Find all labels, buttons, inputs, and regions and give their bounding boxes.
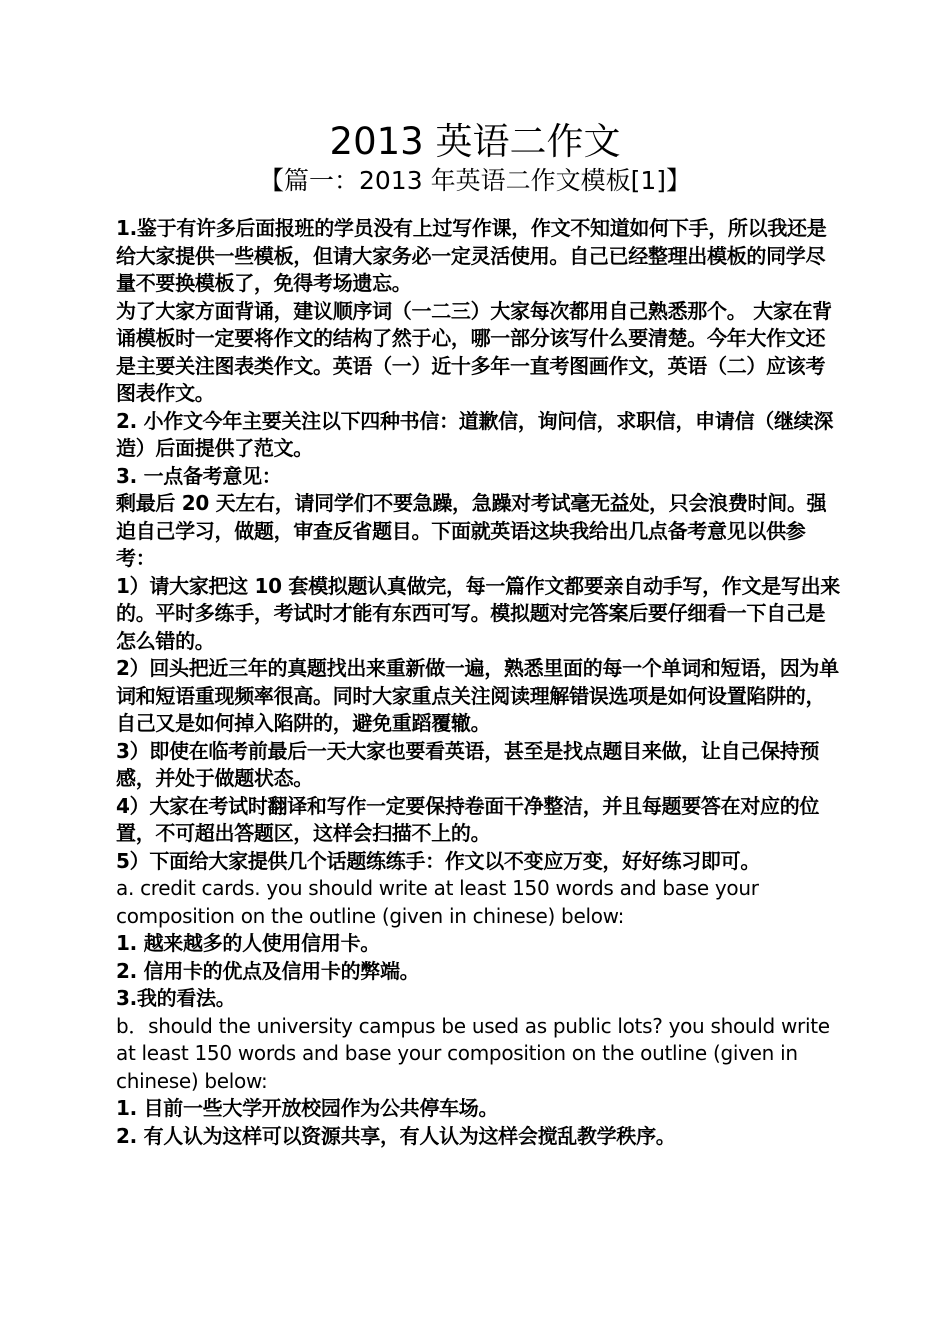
paragraph: 为了大家方面背诵，建议顺序词（一二三）大家每次都用自己熟悉那个。 大家在背诵模板时一定要将作文的结构了然于心，哪一部分该写什么要清楚。今年大作文还是主要关注图表类作文。英语（一）近十多年一直考图画作文，英语（二）应该考图表作文。 <box>116 298 832 405</box>
topic-a-prompt: a. credit cards. you should write at least 150 words and base your composition on the outline (given in chinese) below: <box>116 876 759 928</box>
topic-b-prompt: b．should the university campus be used as public lots? you should write at least 150 words and base your composition on the outline (given in chinese) below: <box>116 1013 830 1093</box>
paragraph: 3. 一点备考意见： <box>116 463 282 488</box>
paragraph: 2. 小作文今年主要关注以下四种书信：道歉信，询问信，求职信，申请信（继续深造）后面提供了范文。 <box>116 408 834 460</box>
paragraph: 4）大家在考试时翻译和写作一定要保持卷面干净整洁，并且每题要答在对应的位置，不可超出答题区，这样会扫描不上的。 <box>116 793 820 845</box>
paragraph: 3）即使在临考前最后一天大家也要看英语，甚至是找点题目来做，让自己保持预感，并处于做题状态。 <box>116 738 820 790</box>
document-subtitle: 【篇一：2013 年英语二作文模板[1]】 <box>259 166 691 195</box>
outline-item: 1. 越来越多的人使用信用卡。 <box>116 931 380 955</box>
paragraph: 5）下面给大家提供几个话题练练手：作文以不变应万变，好好练习即可。 <box>116 848 761 873</box>
outline-item: 2. 信用卡的优点及信用卡的弊端。 <box>116 958 420 983</box>
paragraph: 2）回头把近三年的真题找出来重新做一遍，熟悉里面的每一个单词和短语，因为单词和短语重现频率很高。同时大家重点关注阅读理解错误选项是如何设置陷阱的，自己又是如何掉入陷阱的，避免重蹈覆辙。 <box>116 656 839 735</box>
outline-item: 1. 目前一些大学开放校园作为公共停车场。 <box>116 1096 499 1120</box>
document-title: 2013 英语二作文 <box>329 120 621 163</box>
paragraph: 1.鉴于有许多后面报班的学员没有上过写作课，作文不知道如何下手，所以我还是给大家提供一些模板，但请大家务必一定灵活使用。自己已经整理出模板的同学尽量不要换模板了，免得考场遗忘。 <box>116 216 827 295</box>
outline-item: 2. 有人认为这样可以资源共享，有人认为这样会搅乱教学秩序。 <box>116 1123 676 1148</box>
paragraph: 1）请大家把这 10 套模拟题认真做完，每一篇作文都要亲自动手写，作文是写出来的。平时多练手，考试时才能有东西可写。模拟题对完答案后要仔细看一下自己是怎么错的。 <box>116 573 840 653</box>
document-body <box>116 215 844 1150</box>
paragraph: 剩最后 20 天左右，请同学们不要急躁，急躁对考试毫无益处，只会浪费时间。强迫自己学习，做题，审查反省题目。下面就英语这块我给出几点备考意见以供参考： <box>116 491 827 570</box>
outline-item: 3.我的看法。 <box>116 986 236 1010</box>
